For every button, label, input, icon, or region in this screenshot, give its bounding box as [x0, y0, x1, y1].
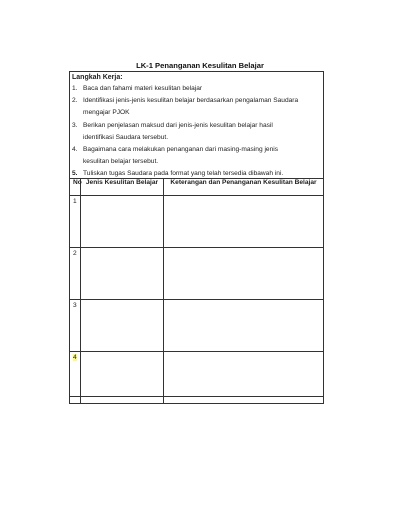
row-number: 1 [70, 196, 81, 248]
table-row [70, 352, 324, 404]
step-3 [72, 122, 318, 142]
jenis-cell[interactable] [81, 196, 164, 248]
header-keterangan: Keterangan dan Penanganan Kesulitan Belajar [164, 179, 324, 196]
step-text: identifikasi Saudara tersebut. [83, 134, 169, 141]
header-no: No [70, 179, 81, 196]
step-text: Tuliskan tugas Saudara pada format yang telah tersedia dibawah ini. [83, 170, 284, 177]
step-number: 3. [72, 122, 78, 129]
step-2 [72, 97, 318, 117]
step-text: Berikan penjelasan maksud dari jenis-jenis kesulitan belajar hasil [83, 122, 273, 129]
step-text: Baca dan fahami materi kesulitan belajar [83, 85, 203, 92]
steps-heading: Langkah Kerja: [72, 74, 123, 81]
row-number: 2 [70, 248, 81, 300]
step-number: 1. [72, 85, 78, 92]
keterangan-cell[interactable] [164, 248, 324, 300]
highlighted-number: 4 [73, 354, 77, 361]
step-number: 4. [72, 146, 78, 153]
row-number: 3 [70, 300, 81, 352]
jenis-cell[interactable] [81, 352, 164, 404]
step-4 [72, 146, 318, 166]
step-5 [72, 170, 318, 178]
step-1 [72, 85, 318, 93]
document-title: LK-1 Penanganan Kesulitan Belajar [136, 61, 264, 70]
step-number: 5. [72, 170, 78, 177]
table-row [70, 248, 324, 300]
step-text: kesulitan belajar tersebut. [83, 158, 159, 165]
table-row [70, 196, 324, 248]
keterangan-cell[interactable] [164, 300, 324, 352]
header-jenis: Jenis Kesulitan Belajar [81, 179, 164, 196]
row-number [70, 352, 81, 404]
step-text: mengajar PJOK [83, 109, 130, 116]
table-row [70, 300, 324, 352]
keterangan-cell[interactable] [164, 352, 324, 404]
step-number: 2. [72, 97, 78, 104]
step-text: Bagaimana cara melakukan penanganan dari masing-masing jenis [83, 146, 278, 153]
table-header-row [70, 179, 324, 196]
keterangan-cell[interactable] [164, 196, 324, 248]
jenis-cell[interactable] [81, 248, 164, 300]
step-text: Identifikasi jenis-jenis kesulitan belajar berdasarkan pengalaman Saudara [83, 97, 299, 104]
jenis-cell[interactable] [81, 300, 164, 352]
worksheet-table [69, 178, 324, 404]
